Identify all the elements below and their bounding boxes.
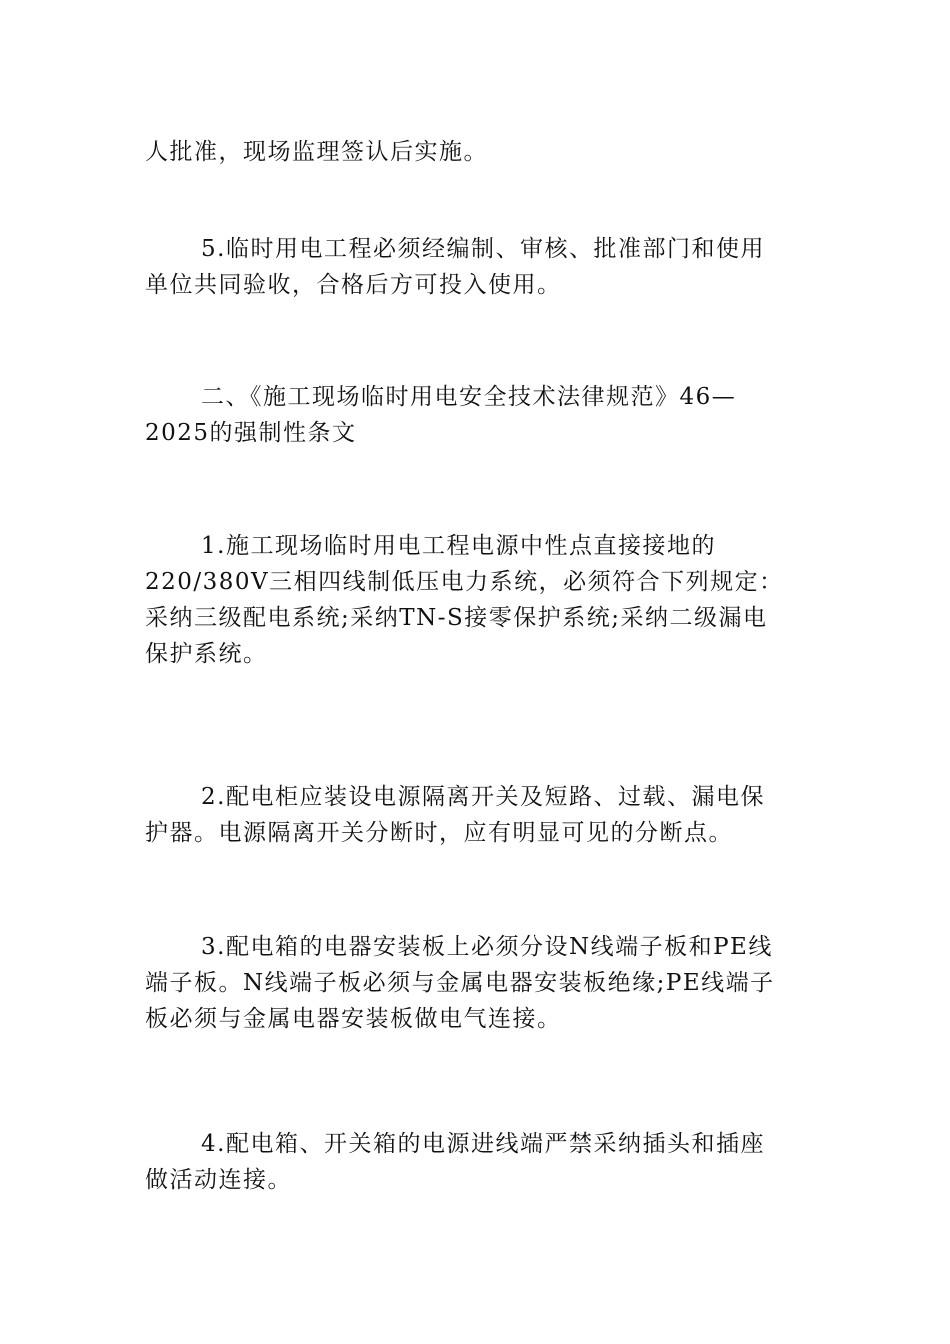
text-line: 人批准，现场监理签认后实施。 — [145, 139, 488, 165]
paragraph-item-5 — [145, 231, 810, 303]
text-line: 单位共同验收，合格后方可投入使用。 — [145, 272, 562, 298]
text-line: 2.配电柜应装设电源隔离开关及短路、过载、漏电保 — [201, 784, 765, 810]
text-line: 采纳三级配电系统;采纳TN-S接零保护系统;采纳二级漏电 — [145, 605, 768, 631]
paragraph-item-1 — [145, 528, 810, 672]
section-heading-2 — [145, 379, 810, 451]
text-line: 3.配电箱的电器安装板上必须分设N线端子板和PE线 — [201, 934, 773, 960]
paragraph-item-2 — [145, 779, 810, 851]
text-line: 5.临时用电工程必须经编制、审核、批准部门和使用 — [201, 236, 765, 262]
text-line: 板必须与金属电器安装板做电气连接。 — [145, 1006, 562, 1032]
text-line: 端子板。N线端子板必须与金属电器安装板绝缘;PE线端子 — [145, 970, 775, 996]
text-line: 1.施工现场临时用电工程电源中性点直接接地的 — [201, 533, 716, 559]
paragraph-item-4 — [145, 1126, 810, 1198]
text-line: 4.配电箱、开关箱的电源进线端严禁采纳插头和插座 — [201, 1131, 765, 1157]
text-line: 2025的强制性条文 — [145, 420, 357, 446]
text-line: 220/380V三相四线制低压电力系统，必须符合下列规定： — [145, 569, 784, 595]
text-line: 二、《施工现场临时用电安全技术法律规范》46— — [201, 384, 737, 410]
paragraph-item-3 — [145, 929, 810, 1037]
text-line: 护器。电源隔离开关分断时，应有明显可见的分断点。 — [145, 820, 733, 846]
paragraph-continuation — [145, 134, 810, 170]
text-line: 做活动连接。 — [145, 1167, 292, 1193]
text-line: 保护系统。 — [145, 641, 268, 667]
